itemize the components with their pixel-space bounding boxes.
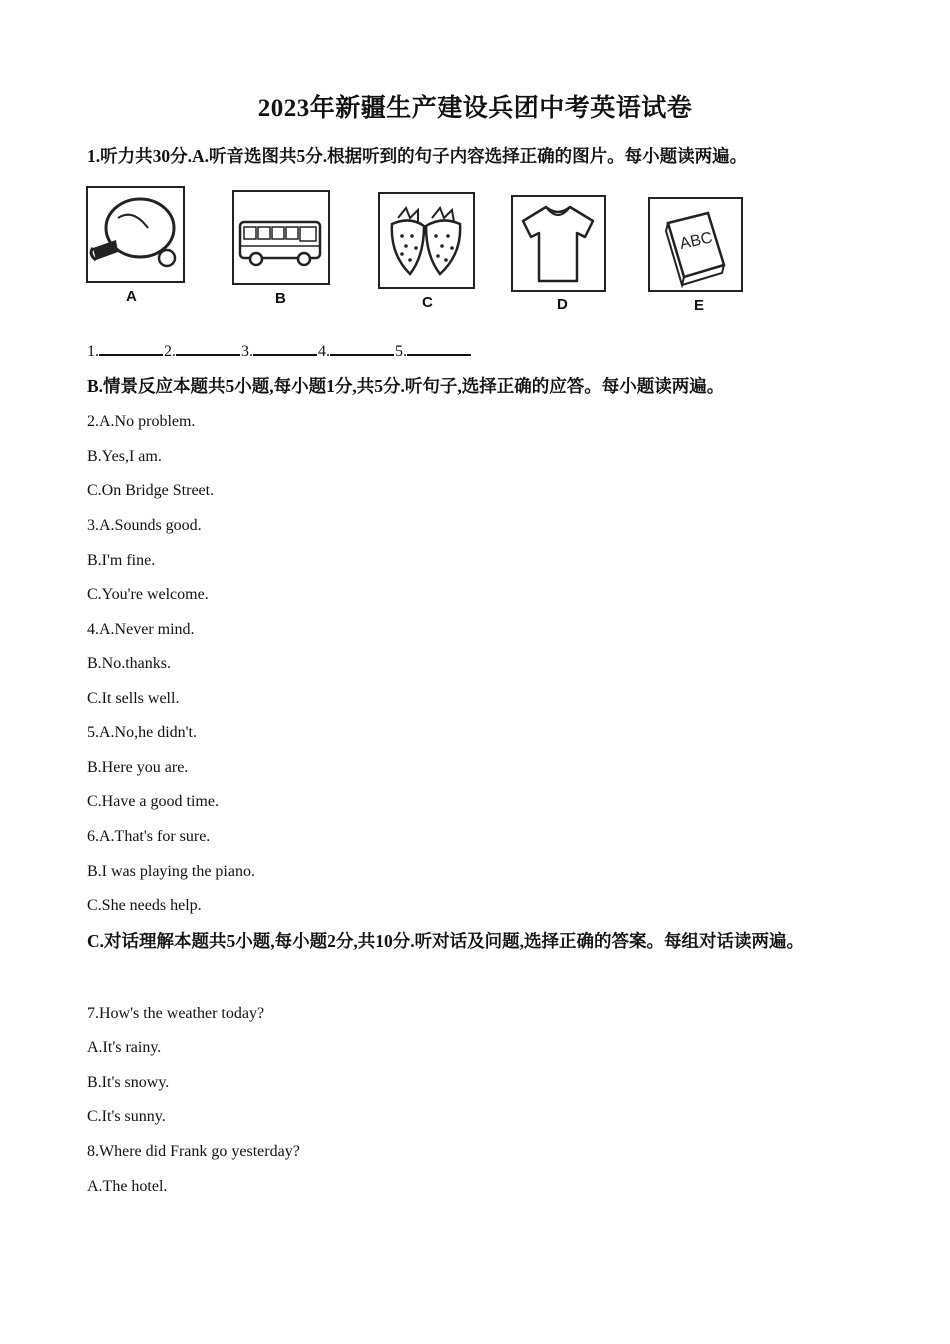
section-1-heading: 1.听力共30分.A.听音选图共5分.根据听到的句子内容选择正确的图片。每小题读两遍。 (87, 146, 748, 166)
picture-option-c (378, 180, 478, 310)
option-line: C.On Bridge Street. (87, 482, 215, 499)
bus-icon (232, 190, 330, 285)
option-line: C.It sells well. (87, 690, 180, 707)
picture-option-d (511, 180, 611, 315)
picture-label-d: D (557, 296, 568, 313)
option-line: 2.A.No problem. (87, 413, 196, 430)
option-line: B.I was playing the piano. (87, 863, 255, 880)
strawberry-icon (378, 192, 475, 289)
option-line: A.It's rainy. (87, 1039, 162, 1056)
option-line: C.It's sunny. (87, 1108, 166, 1125)
picture-option-b (231, 180, 331, 310)
picture-label-b: B (275, 290, 286, 307)
book-icon (648, 197, 743, 292)
question-line: 7.How's the weather today? (87, 1005, 265, 1022)
answer-blank-5[interactable] (407, 340, 471, 356)
option-line: B.I'm fine. (87, 552, 156, 569)
option-line: A.The hotel. (87, 1178, 168, 1195)
answer-blank-3[interactable] (253, 340, 317, 356)
picture-option-e (648, 180, 748, 315)
option-line: B.Yes,I am. (87, 448, 162, 465)
option-line: C.She needs help. (87, 897, 202, 914)
option-line: B.It's snowy. (87, 1074, 170, 1091)
blank-label: 1. (87, 343, 99, 360)
blank-label: 4. (318, 343, 330, 360)
option-line: 5.A.No,he didn't. (87, 724, 197, 741)
option-line: 6.A.That's for sure. (87, 828, 211, 845)
book-cover-text: ABC (678, 229, 715, 253)
option-line: 4.A.Never mind. (87, 621, 195, 638)
picture-label-e: E (694, 297, 705, 314)
option-line: 3.A.Sounds good. (87, 517, 202, 534)
section-c-heading: C.对话理解本题共5小题,每小题2分,共10分.听对话及问题,选择正确的答案。每组对话读两遍。 (87, 931, 805, 951)
answer-blanks (87, 340, 472, 363)
page-title: 2023年新疆生产建设兵团中考英语试卷 (257, 95, 693, 122)
option-line: B.Here you are. (87, 759, 189, 776)
answer-blank-1[interactable] (99, 340, 163, 356)
option-line: C.Have a good time. (87, 793, 219, 810)
section-b-heading: B.情景反应本题共5小题,每小题1分,共5分.听句子,选择正确的应答。每小题读两遍。 (87, 376, 725, 396)
picture-label-c: C (422, 294, 433, 311)
answer-blank-2[interactable] (176, 340, 240, 356)
option-line: B.No.thanks. (87, 655, 171, 672)
picture-label-a: A (126, 288, 137, 305)
option-line: C.You're welcome. (87, 586, 209, 603)
t-shirt-icon (511, 195, 606, 292)
picture-option-a (86, 180, 186, 310)
question-line: 8.Where did Frank go yesterday? (87, 1143, 300, 1160)
picture-options (86, 180, 766, 320)
blank-label: 2. (164, 343, 176, 360)
blank-label: 5. (395, 343, 407, 360)
ping-pong-icon (86, 186, 185, 283)
answer-blank-4[interactable] (330, 340, 394, 356)
blank-label: 3. (241, 343, 253, 360)
